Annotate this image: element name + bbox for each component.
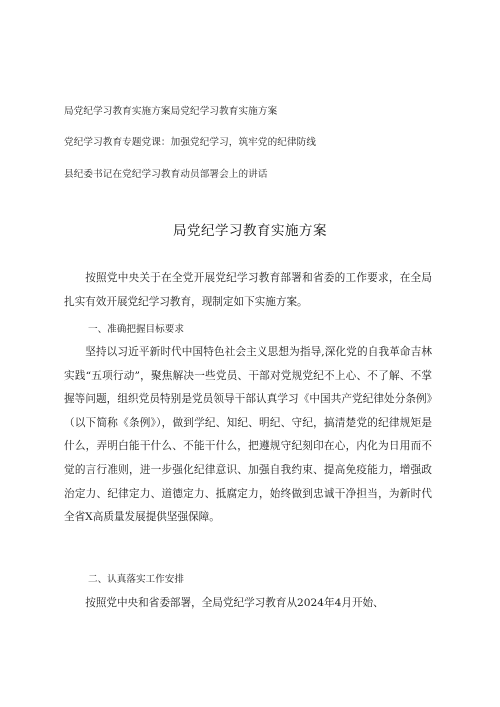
intro-paragraph: 按照党中央关于在全党开展党纪学习教育部署和省委的工作要求，在全局扎实有效开展党纪学习教育，现制定如下实施方案。 bbox=[64, 272, 432, 308]
section-heading: 二、认真落实工作安排 bbox=[88, 574, 184, 585]
section-paragraph: 坚持以习近平新时代中国特色社会主义思想为指导,深化党的自我革命吉林实践“五项行动”，聚焦解决一些党员、干部对党规党纪不上心、不了解、不掌握等问题，组织党员特别是党员领导干部认真学习《中国共产党纪律处分条例》（以下简称《条例》），做到学纪、知纪、明纪、守纪，搞清楚党的纪律规矩是什么，弄明白能干什么、不能干什么，把遵规守纪刻印在心，内化为日用而不觉的言行准则，进一步强化纪律意识、加强自我约束、提高免疫能力，增强政治定力、纪律定力、道德定力、抵腐定力，始终做到忠诚干净担当，为新时代全省X高质量发展提供坚强保障。 bbox=[64, 346, 432, 524]
related-document-link[interactable]: 党纪学习教育专题党课：加强党纪学习，筑牢党的纪律防线 bbox=[64, 137, 317, 148]
section-paragraph: 按照党中央和省委部署，全局党纪学习教育从2024年4月开始、 bbox=[85, 597, 384, 609]
related-document-link[interactable]: 局党纪学习教育实施方案局党纪学习教育实施方案 bbox=[64, 106, 278, 117]
section-heading: 一、准确把握目标要求 bbox=[88, 324, 184, 335]
document-title: 局党纪学习教育实施方案 bbox=[173, 223, 327, 239]
related-document-link[interactable]: 县纪委书记在党纪学习教育动员部署会上的讲话 bbox=[64, 169, 268, 180]
